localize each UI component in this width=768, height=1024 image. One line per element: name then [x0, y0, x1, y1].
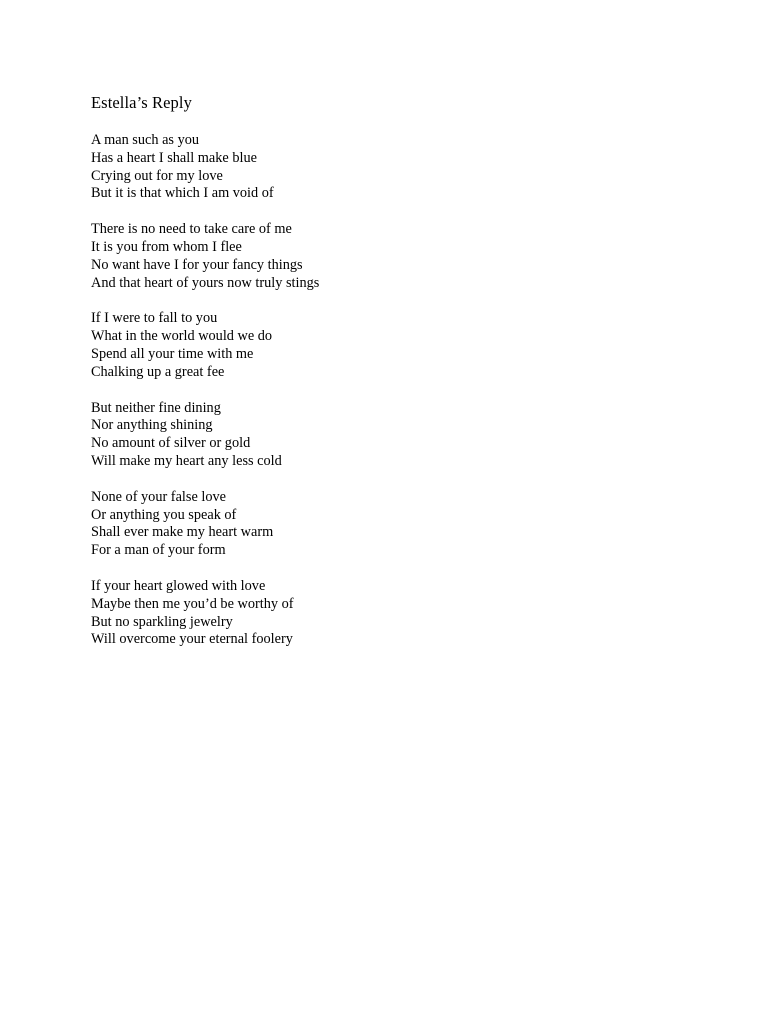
poem-line: Spend all your time with me	[91, 345, 254, 362]
poem-line: If your heart glowed with love	[91, 577, 266, 594]
poem-line: What in the world would we do	[91, 328, 273, 345]
poem-line: None of your false love	[91, 488, 226, 505]
poem-line: It is you from whom I flee	[91, 238, 242, 255]
poem-line: Or anything you speak of	[91, 506, 237, 523]
poem-line: A man such as you	[91, 132, 200, 148]
stanza	[91, 132, 691, 203]
stanza	[91, 310, 691, 381]
poem-line: But neither fine dining	[91, 399, 221, 416]
poem-line: No amount of silver or gold	[91, 435, 251, 452]
stanza	[91, 400, 691, 471]
stanza	[91, 578, 691, 649]
poem-line: Nor anything shining	[91, 417, 213, 434]
poem-line: But no sparkling jewelry	[91, 613, 233, 630]
poem-line: But it is that which I am void of	[91, 185, 274, 202]
stanza	[91, 221, 691, 292]
poem-line: If I were to fall to you	[91, 310, 218, 327]
poem-line: No want have I for your fancy things	[91, 256, 303, 273]
poem-line: Has a heart I shall make blue	[91, 149, 257, 166]
poem	[91, 92, 691, 667]
poem-line: Will overcome your eternal foolery	[91, 631, 293, 648]
poem-line: There is no need to take care of me	[91, 221, 292, 238]
poem-line: Chalking up a great fee	[91, 363, 225, 380]
poem-title: Estella’s Reply	[91, 93, 192, 112]
poem-line: Maybe then me you’d be worthy of	[91, 595, 294, 612]
poem-line: Shall ever make my heart warm	[91, 524, 274, 541]
stanza	[91, 489, 691, 560]
poem-line: Crying out for my love	[91, 167, 223, 184]
poem-line: And that heart of yours now truly stings	[91, 274, 320, 291]
poem-line: For a man of your form	[91, 542, 226, 559]
poem-line: Will make my heart any less cold	[91, 452, 282, 469]
